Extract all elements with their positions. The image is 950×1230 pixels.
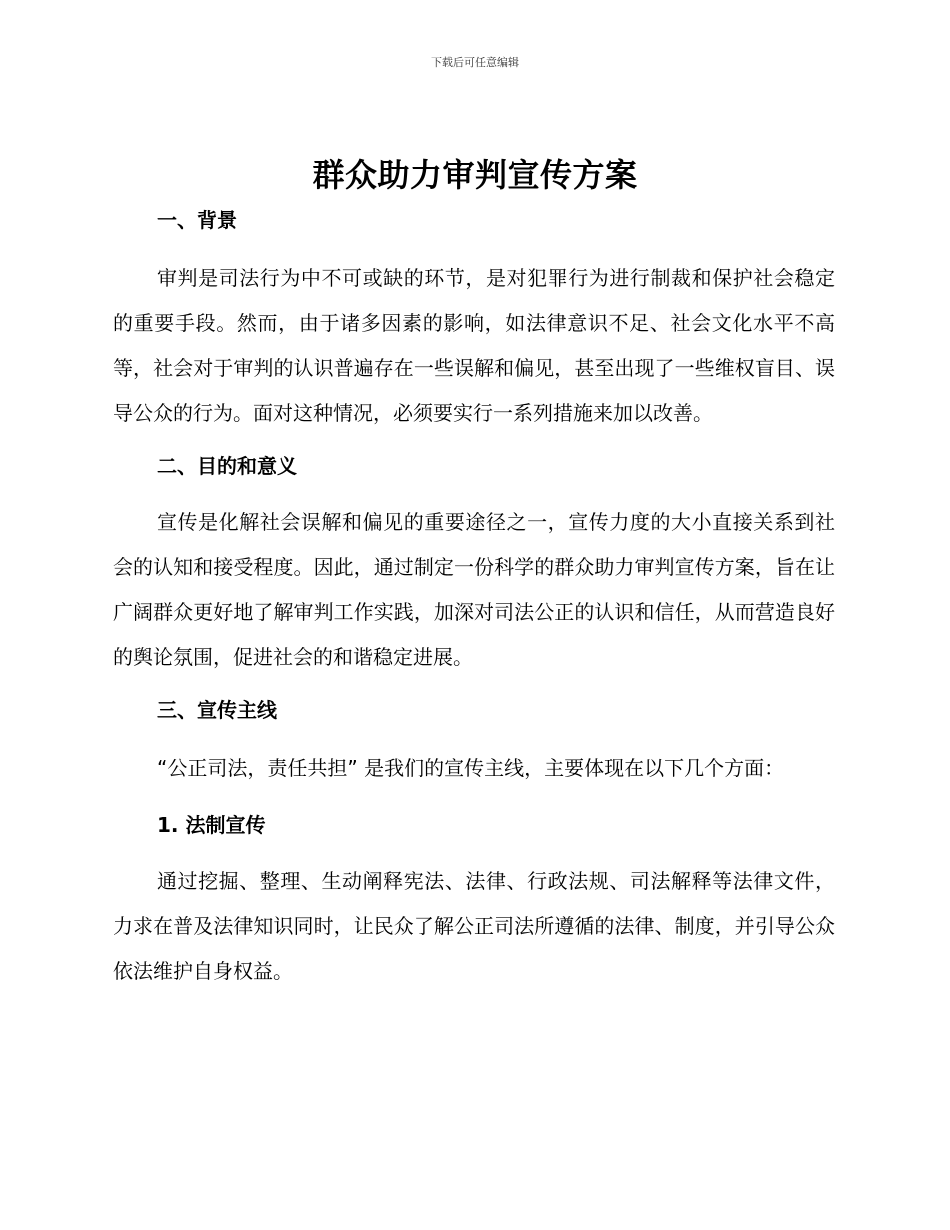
section-paragraph-legal-publicity: 通过挖掘、整理、生动阐释宪法、法律、行政法规、司法解释等法律文件，力求在普及法律知识同时，让民众了解公正司法所遵循的法律、制度，并引导公众依法维护自身权益。 <box>113 869 835 983</box>
document-title: 群众助力审判宣传方案 <box>312 156 638 194</box>
section-paragraph-purpose: 宣传是化解社会误解和偏见的重要途径之一，宣传力度的大小直接关系到社会的认知和接受程度。因此，通过制定一份科学的群众助力审判宣传方案，旨在让广阔群众更好地了解审判工作实践，加深对司法公正的认识和信任，从而营造良好的舆论氛围，促进社会的和谐稳定进展。 <box>113 510 835 669</box>
section-heading-purpose: 二、目的和意义 <box>157 454 297 478</box>
header-note: 下载后可任意编辑 <box>431 56 519 69</box>
section-heading-main-theme: 三、宣传主线 <box>157 698 277 722</box>
section-heading-legal-publicity: 1. 法制宣传 <box>157 813 266 837</box>
section-heading-background: 一、背景 <box>157 208 237 232</box>
section-paragraph-main-theme: “公正司法，责任共担” 是我们的宣传主线，主要体现在以下几个方面： <box>157 756 785 780</box>
section-paragraph-background: 审判是司法行为中不可或缺的环节，是对犯罪行为进行制裁和保护社会稳定的重要手段。然而，由于诸多因素的影响，如法律意识不足、社会文化水平不高等，社会对于审判的认识普遍存在一些误解和偏见，甚至出现了一些维权盲目、误导公众的行为。面对这种情况，必须要实行一系列措施来加以改善。 <box>113 266 835 425</box>
document-body <box>113 198 835 994</box>
